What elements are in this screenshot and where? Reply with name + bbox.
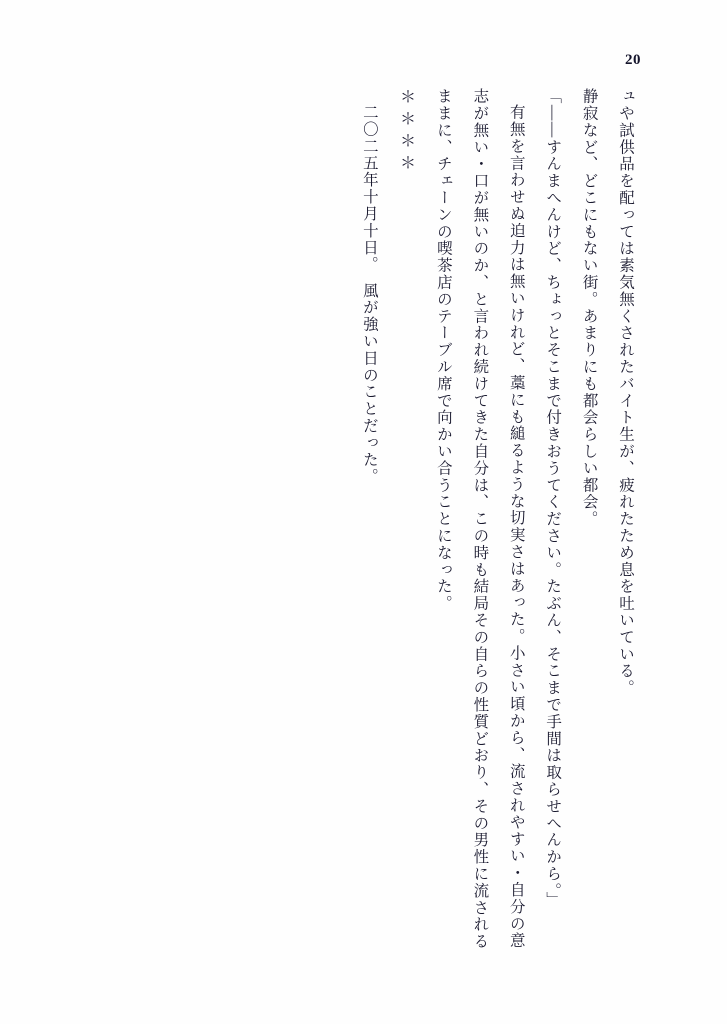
asterisk-separator-glyphs: ＊＊＊＊ xyxy=(397,88,415,176)
page-number: 20 xyxy=(625,52,641,68)
paragraph-2: 静寂など、どこにもない街。あまりにも都会らしい都会。 xyxy=(580,88,598,528)
vertical-text-body xyxy=(150,88,643,954)
dialogue-paragraph: 「――すんまへんけど、ちょっとそこまで付きおうてください。たぶん、そこまで手間は取らせへんから。」 xyxy=(544,88,562,909)
paragraph-1: ュや試供品を配っては素気無くされたバイト生が、疲れたため息を吐いている。 xyxy=(617,88,634,697)
closing-line: 二〇二五年十月十日。 風が強い日のことだった。 xyxy=(360,103,378,485)
paragraph-4: 有無を言わせぬ迫力は無いけれど、藁にも縋るような切実さはあった。小さい頃から、流されやすい・自分の意志が無い・口が無いのか、と言われ続けてきた自分は、この時も結局その自らの性質どおり、その男性に流されるままに、チェーンの喫茶店のテーブル席で向かい合うことになった。 xyxy=(434,88,525,950)
scene-separator xyxy=(387,88,425,954)
